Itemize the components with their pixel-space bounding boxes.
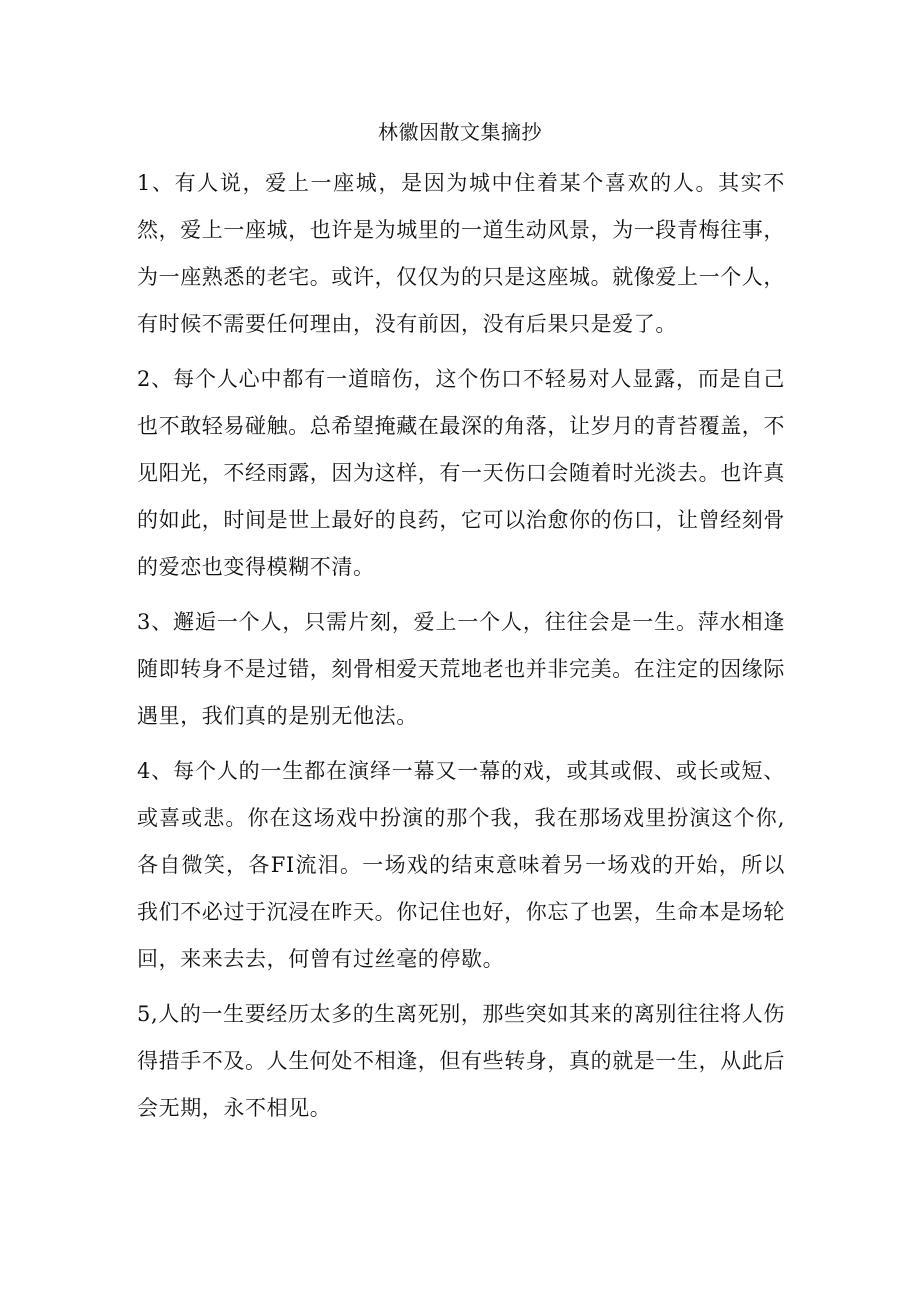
document-body [137,160,785,1140]
paragraph-2: 2、每个人心中都有一道暗伤，这个伤口不轻易对人显露，而是自己也不敢轻易碰触。总希望掩藏在最深的角落，让岁月的青苔覆盖，不见阳光，不经雨露，因为这样，有一天伤口会随着时光淡去。也许真的如此，时间是世上最好的良药，它可以治愈你的伤口，让曾经刻骨的爱恋也变得模糊不清。 [137,367,785,579]
document-title: 林徽因散文集摘抄 [378,120,542,144]
paragraph-1: 1、有人说，爱上一座城，是因为城中住着某个喜欢的人。其实不然，爱上一座城，也许是为城里的一道生动风景，为一段青梅往事，为一座熟悉的老宅。或许，仅仅为的只是这座城。就像爱上一个人，有时候不需要任何理由，没有前因，没有后果只是爱了。 [137,171,785,336]
paragraph-5: 5,人的一生要经历太多的生离死别，那些突如其来的离别往往将人伤得措手不及。人生何处不相逢，但有些转身，真的就是一生，从此后会无期，永不相见。 [137,1002,785,1120]
paragraph-3: 3、邂逅一个人，只需片刻，爱上一个人，往往会是一生。萍水相逢随即转身不是过错，刻骨相爱天荒地老也并非完美。在注定的因缘际遇里，我们真的是别无他法。 [137,610,785,728]
paragraph-4: 4、每个人的一生都在演绎一幕又一幕的戏，或其或假、或长或短、或喜或悲。你在这场戏中扮演的那个我，我在那场戏里扮演这个你, 各自微笑，各FI流泪。一场戏的结束意味着另一场戏的开始，所以我们不必过于沉浸在昨天。你记住也好，你忘了也罢，生命本是场轮回，来来去去，何曾有过丝毫的停歇。 [137,759,785,971]
